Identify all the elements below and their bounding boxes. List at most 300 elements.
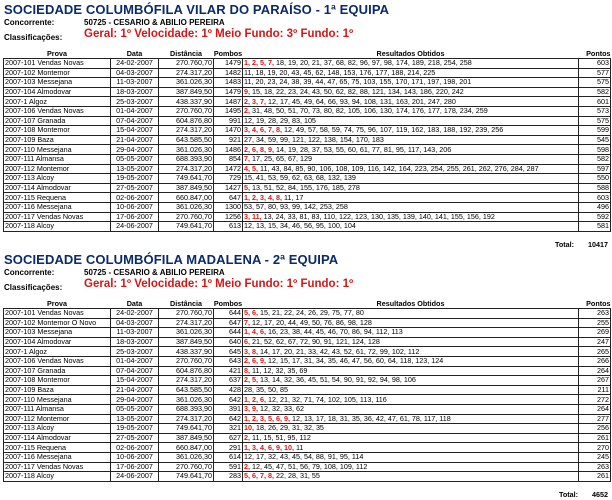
table-row <box>4 395 611 405</box>
other-results: 15, 21, 22, 24, 26, 29, 75, 77, 80 <box>258 308 364 318</box>
cell-pombos: 1487 <box>214 97 243 107</box>
cell-prova: 2007-111 Almansa <box>4 154 111 164</box>
cell-distancia: 270.760,70 <box>159 212 214 222</box>
cell-distancia: 387.849,50 <box>159 433 214 443</box>
other-results: 12, 32, 33, 62 <box>258 404 304 414</box>
cell-pombos: 591 <box>214 462 243 472</box>
cell-data: 24-06-2007 <box>111 222 159 232</box>
cell-pontos: 599 <box>579 126 611 136</box>
top-results: 2, 6, 9, <box>244 356 266 366</box>
cell-distancia: 274.317,20 <box>159 414 214 424</box>
cell-data: 27-05-2007 <box>111 183 159 193</box>
cell-prova: 2007-108 Montemor <box>4 376 111 386</box>
cell-prova: 2007-112 Montemor <box>4 164 111 174</box>
other-results: 18, 26, 29, 31, 32, 35 <box>254 423 324 433</box>
cell-distancia: 361.026,30 <box>159 78 214 88</box>
cell-data: 10-06-2007 <box>111 452 159 462</box>
header-data: Data <box>126 299 143 308</box>
cell-pombos: 428 <box>214 385 243 395</box>
table-row <box>4 452 611 462</box>
cell-resultados <box>243 222 579 232</box>
cell-resultados <box>243 472 579 482</box>
other-results: 11, 43, 84, 85, 90, 106, 108, 109, 116, 142, 164, 223, 254, 255, 261, 262, 276, 284, 287 <box>258 164 539 173</box>
top-results: 7, <box>244 154 250 164</box>
results-body <box>4 309 611 482</box>
cell-data: 11-03-2007 <box>111 328 159 338</box>
total-label: Total: <box>558 490 578 499</box>
table-row <box>4 126 611 136</box>
cell-prova: 2007-116 Messejana <box>4 202 111 212</box>
cell-pontos: 261 <box>579 433 611 443</box>
cell-prova: 2007-109 Baza <box>4 135 111 145</box>
top-results: 2, 3, 7, <box>244 96 266 106</box>
cell-distancia: 387.849,50 <box>159 87 214 97</box>
cell-pombos: 627 <box>214 433 243 443</box>
top-results: 2, 5, <box>244 375 258 385</box>
cell-pontos: 269 <box>579 328 611 338</box>
cell-prova: 2007-113 Alcoy <box>4 174 111 184</box>
cell-pombos: 645 <box>214 347 243 357</box>
cell-distancia: 274.317,20 <box>159 376 214 386</box>
other-results: 53, 57, 80, 93, 99, 142, 253, 258 <box>244 202 348 212</box>
cell-data: 24-02-2007 <box>111 59 159 69</box>
cell-pontos: 255 <box>579 318 611 328</box>
cell-distancia: 604.876,80 <box>159 366 214 376</box>
concorrente-label: Concorrente: <box>4 18 55 27</box>
cell-pontos: 265 <box>579 347 611 357</box>
cell-resultados <box>243 328 579 338</box>
cell-resultados <box>243 347 579 357</box>
other-results: 14, 19, 28, 37, 53, 55, 60, 61, 77, 81, 95, 117, 143, 206 <box>273 144 452 154</box>
top-results: 3, 8, <box>244 346 258 356</box>
table-row <box>4 443 611 453</box>
cell-distancia: 270.760,70 <box>159 309 214 319</box>
table-row <box>4 222 611 232</box>
section-title: SOCIEDADE COLUMBÓFILA VILAR DO PARAÍSO - 1ª EQUIPA <box>4 2 390 17</box>
cell-data: 02-06-2007 <box>111 443 159 453</box>
cell-data: 18-03-2007 <box>111 337 159 347</box>
top-results: 1, 2, 6, <box>244 394 266 404</box>
cell-resultados <box>243 395 579 405</box>
cell-pontos: 598 <box>579 145 611 155</box>
cell-resultados <box>243 145 579 155</box>
cell-prova: 2007-104 Almodovar <box>4 337 111 347</box>
cell-data: 21-04-2007 <box>111 135 159 145</box>
other-results: 28, 35, 50, 85 <box>244 385 288 394</box>
table-row <box>4 404 611 414</box>
cell-distancia: 643.585,50 <box>159 135 214 145</box>
table-row <box>4 385 611 395</box>
cell-distancia: 660.847,00 <box>159 443 214 453</box>
cell-pombos: 647 <box>214 193 243 203</box>
table-row <box>4 68 611 78</box>
cell-distancia: 438.337,90 <box>159 347 214 357</box>
cell-resultados <box>243 126 579 136</box>
other-results: 12, 17, 32, 43, 45, 54, 88, 91, 95, 114 <box>244 452 364 462</box>
top-results: 1, 2, 3, 5, 6, 9, <box>244 414 290 423</box>
cell-distancia: 361.026,30 <box>159 145 214 155</box>
cell-data: 07-04-2007 <box>111 366 159 376</box>
cell-data: 11-03-2007 <box>111 78 159 88</box>
cell-pombos: 291 <box>214 443 243 453</box>
other-results: 12, 49, 57, 58, 59, 74, 75, 96, 107, 119, 162, 183, 188, 192, 239, 256 <box>281 125 504 135</box>
cell-data: 29-04-2007 <box>111 145 159 155</box>
header-resultados: Resultados Obtidos <box>376 49 445 58</box>
cell-pontos: 601 <box>579 97 611 107</box>
cell-distancia: 270.760,70 <box>159 462 214 472</box>
top-results: 2, <box>244 106 250 116</box>
cell-resultados <box>243 452 579 462</box>
top-results: 8, <box>244 366 250 375</box>
cell-resultados <box>243 309 579 319</box>
cell-data: 04-03-2007 <box>111 68 159 78</box>
cell-data: 05-05-2007 <box>111 404 159 414</box>
total-value: 4652 <box>592 490 608 499</box>
cell-data: 17-06-2007 <box>111 462 159 472</box>
cell-prova: 2007-106 Vendas Novas <box>4 106 111 116</box>
cell-pombos: 640 <box>214 337 243 347</box>
cell-resultados <box>243 193 579 203</box>
cell-pombos: 647 <box>214 318 243 328</box>
other-results: 21, 52, 62, 67, 72, 90, 91, 121, 124, 128 <box>250 337 380 346</box>
cell-data: 07-04-2007 <box>111 116 159 126</box>
cell-distancia: 270.760,70 <box>159 356 214 366</box>
other-results: 12, 45, 47, 51, 56, 79, 108, 109, 112 <box>250 462 368 471</box>
cell-resultados <box>243 318 579 328</box>
cell-prova: 2007-115 Requena <box>4 193 111 203</box>
cell-pombos: 637 <box>214 376 243 386</box>
cell-resultados <box>243 135 579 145</box>
cell-pombos: 1486 <box>214 145 243 155</box>
cell-prova: 2007-110 Messejana <box>4 145 111 155</box>
table-row <box>4 472 611 482</box>
cell-data: 10-06-2007 <box>111 202 159 212</box>
other-results: 12, 17, 45, 49, 64, 66, 93, 94, 108, 131, 163, 201, 247, 280 <box>265 96 456 106</box>
cell-resultados <box>243 376 579 386</box>
header-pombos: Pombos <box>213 49 243 58</box>
cell-pombos: 991 <box>214 116 243 126</box>
cell-pontos: 577 <box>579 68 611 78</box>
cell-pombos: 1479 <box>214 87 243 97</box>
cell-data: 24-06-2007 <box>111 472 159 482</box>
cell-prova: 2007-114 Almodovar <box>4 433 111 443</box>
cell-resultados <box>243 174 579 184</box>
cell-resultados <box>243 356 579 366</box>
other-results: 12, 15, 17, 31, 34, 35, 46, 47, 56, 60, 64, 118, 123, 124 <box>265 356 444 366</box>
other-results: 31, 48, 50, 51, 70, 73, 80, 82, 105, 106, 130, 174, 176, 177, 178, 234, 259 <box>250 106 488 116</box>
cell-pombos: 1256 <box>214 212 243 222</box>
cell-pontos: 247 <box>579 337 611 347</box>
cell-pombos: 391 <box>214 404 243 414</box>
cell-resultados <box>243 97 579 107</box>
cell-pontos: 575 <box>579 116 611 126</box>
other-results: 11 <box>293 442 304 452</box>
top-results: 1, 3, 4, 6, 9, 10, <box>244 442 294 452</box>
other-results: 17, 25, 65, 67, 129 <box>250 154 312 164</box>
cell-pombos: 613 <box>214 222 243 232</box>
cell-prova: 2007-103 Messejana <box>4 328 111 338</box>
cell-resultados <box>243 68 579 78</box>
cell-pontos: 272 <box>579 395 611 405</box>
cell-data: 15-04-2007 <box>111 376 159 386</box>
table-row <box>4 366 611 376</box>
table-row <box>4 309 611 319</box>
cell-resultados <box>243 424 579 434</box>
cell-resultados <box>243 59 579 69</box>
table-row <box>4 164 611 174</box>
header-pontos: Pontos <box>586 299 611 308</box>
cell-pombos: 1483 <box>214 78 243 88</box>
header-resultados: Resultados Obtidos <box>376 299 445 308</box>
top-results: 5, 6, <box>244 308 258 318</box>
classificacoes-value: Geral: 1º Velocidade: 1º Meio Fundo: 1º Fundo: 1º <box>84 278 354 290</box>
cell-data: 17-06-2007 <box>111 212 159 222</box>
cell-distancia: 361.026,30 <box>159 202 214 212</box>
cell-prova: 2007-111 Almansa <box>4 404 111 414</box>
header-prova: Prova <box>47 49 67 58</box>
cell-pontos: 588 <box>579 183 611 193</box>
cell-pontos: 496 <box>579 202 611 212</box>
cell-resultados <box>243 462 579 472</box>
table-row <box>4 106 611 116</box>
table-row <box>4 145 611 155</box>
table-row <box>4 154 611 164</box>
cell-distancia: 274.317,20 <box>159 318 214 328</box>
header-data: Data <box>126 49 143 58</box>
header-pontos: Pontos <box>586 49 611 58</box>
cell-pontos: 582 <box>579 87 611 97</box>
table-row <box>4 202 611 212</box>
other-results: 15, 41, 53, 59, 62, 63, 68, 132, 139 <box>244 173 356 183</box>
other-results: 11, 17 <box>281 192 304 202</box>
other-results: 11, 12, 32, 35, 69 <box>250 366 308 375</box>
cell-prova: 2007-102 Montemor O Novo <box>4 318 111 328</box>
cell-pombos: 1300 <box>214 202 243 212</box>
cell-resultados <box>243 212 579 222</box>
table-row <box>4 78 611 88</box>
other-results: 11, 15, 51, 95, 112 <box>250 433 311 442</box>
top-results: 2, <box>244 433 250 442</box>
cell-prova: 2007-114 Almodovar <box>4 183 111 193</box>
cell-pontos: 245 <box>579 452 611 462</box>
cell-prova: 2007-1 Algoz <box>4 97 111 107</box>
cell-distancia: 749.641,70 <box>159 222 214 232</box>
cell-distancia: 688.393,90 <box>159 154 214 164</box>
table-row <box>4 174 611 184</box>
table-row <box>4 328 611 338</box>
top-results: 2, <box>244 462 250 471</box>
other-results: 12, 17, 20, 44, 49, 50, 76, 86, 98, 128 <box>250 318 372 327</box>
table-row <box>4 433 611 443</box>
cell-resultados <box>243 443 579 453</box>
cell-pombos: 1482 <box>214 68 243 78</box>
concorrente-value: 50725 - CESARIO & ABILIO PEREIRA <box>84 268 225 277</box>
table-row <box>4 183 611 193</box>
cell-prova: 2007-112 Montemor <box>4 414 111 424</box>
cell-pombos: 1495 <box>214 106 243 116</box>
table-row <box>4 193 611 203</box>
cell-pontos: 256 <box>579 424 611 434</box>
cell-distancia: 361.026,30 <box>159 395 214 405</box>
other-results: 27, 34, 59, 99, 121, 122, 138, 154, 170, 183 <box>244 135 384 144</box>
cell-resultados <box>243 106 579 116</box>
cell-pontos: 545 <box>579 135 611 145</box>
cell-distancia: 270.760,70 <box>159 106 214 116</box>
other-results: 22, 28, 31, 55 <box>273 471 320 481</box>
cell-distancia: 361.026,30 <box>159 452 214 462</box>
cell-resultados <box>243 366 579 376</box>
cell-data: 29-04-2007 <box>111 395 159 405</box>
cell-prova: 2007-115 Requena <box>4 443 111 453</box>
other-results: 12, 19, 28, 29, 83, 105 <box>244 116 316 125</box>
cell-distancia: 749.641,70 <box>159 174 214 184</box>
cell-data: 25-03-2007 <box>111 97 159 107</box>
other-results: 12, 21, 32, 71, 74, 102, 105, 113, 116 <box>265 394 387 404</box>
cell-prova: 2007-101 Vendas Novas <box>4 309 111 319</box>
section-title: SOCIEDADE COLUMBÓFILA MADALENA - 2ª EQUIPA <box>4 252 339 267</box>
cell-pontos: 573 <box>579 106 611 116</box>
cell-prova: 2007-102 Montemor <box>4 68 111 78</box>
other-results: 13, 51, 52, 84, 155, 176, 185, 278 <box>250 183 360 192</box>
cell-pombos: 642 <box>214 395 243 405</box>
cell-resultados <box>243 202 579 212</box>
cell-prova: 2007-104 Almodovar <box>4 87 111 97</box>
cell-pontos: 277 <box>579 414 611 424</box>
cell-pombos: 644 <box>214 309 243 319</box>
cell-pontos: 603 <box>579 193 611 203</box>
top-results: 2, 6, 8, 9, <box>244 144 274 154</box>
results-table <box>3 50 611 232</box>
cell-pontos: 270 <box>579 443 611 453</box>
cell-resultados <box>243 154 579 164</box>
cell-pombos: 421 <box>214 366 243 376</box>
cell-data: 01-04-2007 <box>111 356 159 366</box>
cell-distancia: 438.337,90 <box>159 97 214 107</box>
table-row <box>4 347 611 357</box>
table-row <box>4 212 611 222</box>
cell-resultados <box>243 183 579 193</box>
classificacoes-value: Geral: 1º Velocidade: 1º Meio Fundo: 3º Fundo: 1º <box>84 28 354 40</box>
table-row <box>4 337 611 347</box>
cell-pontos: 266 <box>579 356 611 366</box>
cell-pontos: 550 <box>579 174 611 184</box>
table-row <box>4 376 611 386</box>
total-row <box>559 490 608 499</box>
cell-prova: 2007-116 Messejana <box>4 452 111 462</box>
cell-data: 13-05-2007 <box>111 414 159 424</box>
cell-resultados <box>243 78 579 88</box>
cell-distancia: 274.317,20 <box>159 164 214 174</box>
cell-distancia: 643.585,50 <box>159 385 214 395</box>
cell-data: 13-05-2007 <box>111 164 159 174</box>
total-row <box>555 240 608 249</box>
table-row <box>4 424 611 434</box>
cell-pontos: 267 <box>579 376 611 386</box>
cell-resultados <box>243 414 579 424</box>
cell-pombos: 921 <box>214 135 243 145</box>
other-results: 11, 20, 23, 24, 38, 39, 44, 47, 65, 75, 103, 155, 170, 171, 197, 198, 201 <box>244 77 472 87</box>
cell-resultados <box>243 164 579 174</box>
cell-pombos: 1427 <box>214 183 243 193</box>
other-results: 15, 18, 22, 23, 24, 43, 50, 62, 82, 88, 121, 134, 143, 186, 220, 242 <box>250 87 464 96</box>
cell-pontos: 592 <box>579 212 611 222</box>
top-results: 3, 9, <box>244 404 258 414</box>
cell-resultados <box>243 385 579 395</box>
top-results: 10, <box>244 423 254 433</box>
cell-resultados <box>243 404 579 414</box>
table-row <box>4 318 611 328</box>
cell-distancia: 749.641,70 <box>159 472 214 482</box>
cell-pontos: 261 <box>579 472 611 482</box>
top-results: 7, <box>244 318 250 327</box>
other-results: 14, 17, 20, 21, 33, 42, 43, 52, 61, 72, 99, 102, 112 <box>258 346 420 356</box>
other-results: 16, 23, 38, 44, 45, 46, 70, 86, 94, 112, 113 <box>265 327 403 337</box>
cell-distancia: 387.849,50 <box>159 183 214 193</box>
cell-data: 04-03-2007 <box>111 318 159 328</box>
cell-pontos: 581 <box>579 222 611 232</box>
top-results: 3, 11, <box>244 212 262 221</box>
table-row <box>4 59 611 69</box>
cell-data: 05-05-2007 <box>111 154 159 164</box>
table-row <box>4 414 611 424</box>
cell-prova: 2007-113 Alcoy <box>4 424 111 434</box>
results-body <box>4 59 611 232</box>
cell-distancia: 660.847,00 <box>159 193 214 203</box>
header-distancia: Distância <box>170 299 202 308</box>
cell-prova: 2007-117 Vendas Novas <box>4 462 111 472</box>
cell-pombos: 1470 <box>214 126 243 136</box>
table-row <box>4 87 611 97</box>
cell-pombos: 642 <box>214 414 243 424</box>
total-value: 10417 <box>588 240 608 249</box>
cell-distancia: 274.317,20 <box>159 68 214 78</box>
cell-pombos: 644 <box>214 328 243 338</box>
header-prova: Prova <box>47 299 67 308</box>
cell-prova: 2007-110 Messejana <box>4 395 111 405</box>
cell-distancia: 387.849,50 <box>159 337 214 347</box>
cell-pontos: 575 <box>579 78 611 88</box>
cell-resultados <box>243 116 579 126</box>
cell-resultados <box>243 337 579 347</box>
cell-prova: 2007-107 Granada <box>4 366 111 376</box>
cell-distancia: 749.641,70 <box>159 424 214 434</box>
top-results: 3, 4, 6, 7, 8, <box>244 125 282 135</box>
cell-prova: 2007-1 Algoz <box>4 347 111 357</box>
total-label: Total: <box>554 240 574 249</box>
cell-prova: 2007-106 Vendas Novas <box>4 356 111 366</box>
top-results: 5, <box>244 183 250 192</box>
cell-pombos: 614 <box>214 452 243 462</box>
cell-prova: 2007-107 Granada <box>4 116 111 126</box>
top-results: 1, 4, 6, <box>244 327 266 337</box>
cell-prova: 2007-118 Alcoy <box>4 222 111 232</box>
cell-distancia: 274.317,20 <box>159 126 214 136</box>
cell-pombos: 729 <box>214 174 243 184</box>
top-results: 1, 2, 3, 4, 8, <box>244 192 282 202</box>
cell-pombos: 283 <box>214 472 243 482</box>
cell-prova: 2007-108 Montemor <box>4 126 111 136</box>
other-results: 12, 13, 15, 34, 46, 56, 95, 100, 104 <box>244 221 356 231</box>
cell-prova: 2007-118 Alcoy <box>4 472 111 482</box>
cell-resultados <box>243 87 579 97</box>
cell-resultados <box>243 433 579 443</box>
classificacoes-label: Classificações: <box>4 283 63 292</box>
cell-data: 02-06-2007 <box>111 193 159 203</box>
cell-data: 24-02-2007 <box>111 309 159 319</box>
table-row <box>4 135 611 145</box>
header-distancia: Distância <box>170 49 202 58</box>
cell-data: 19-05-2007 <box>111 174 159 184</box>
